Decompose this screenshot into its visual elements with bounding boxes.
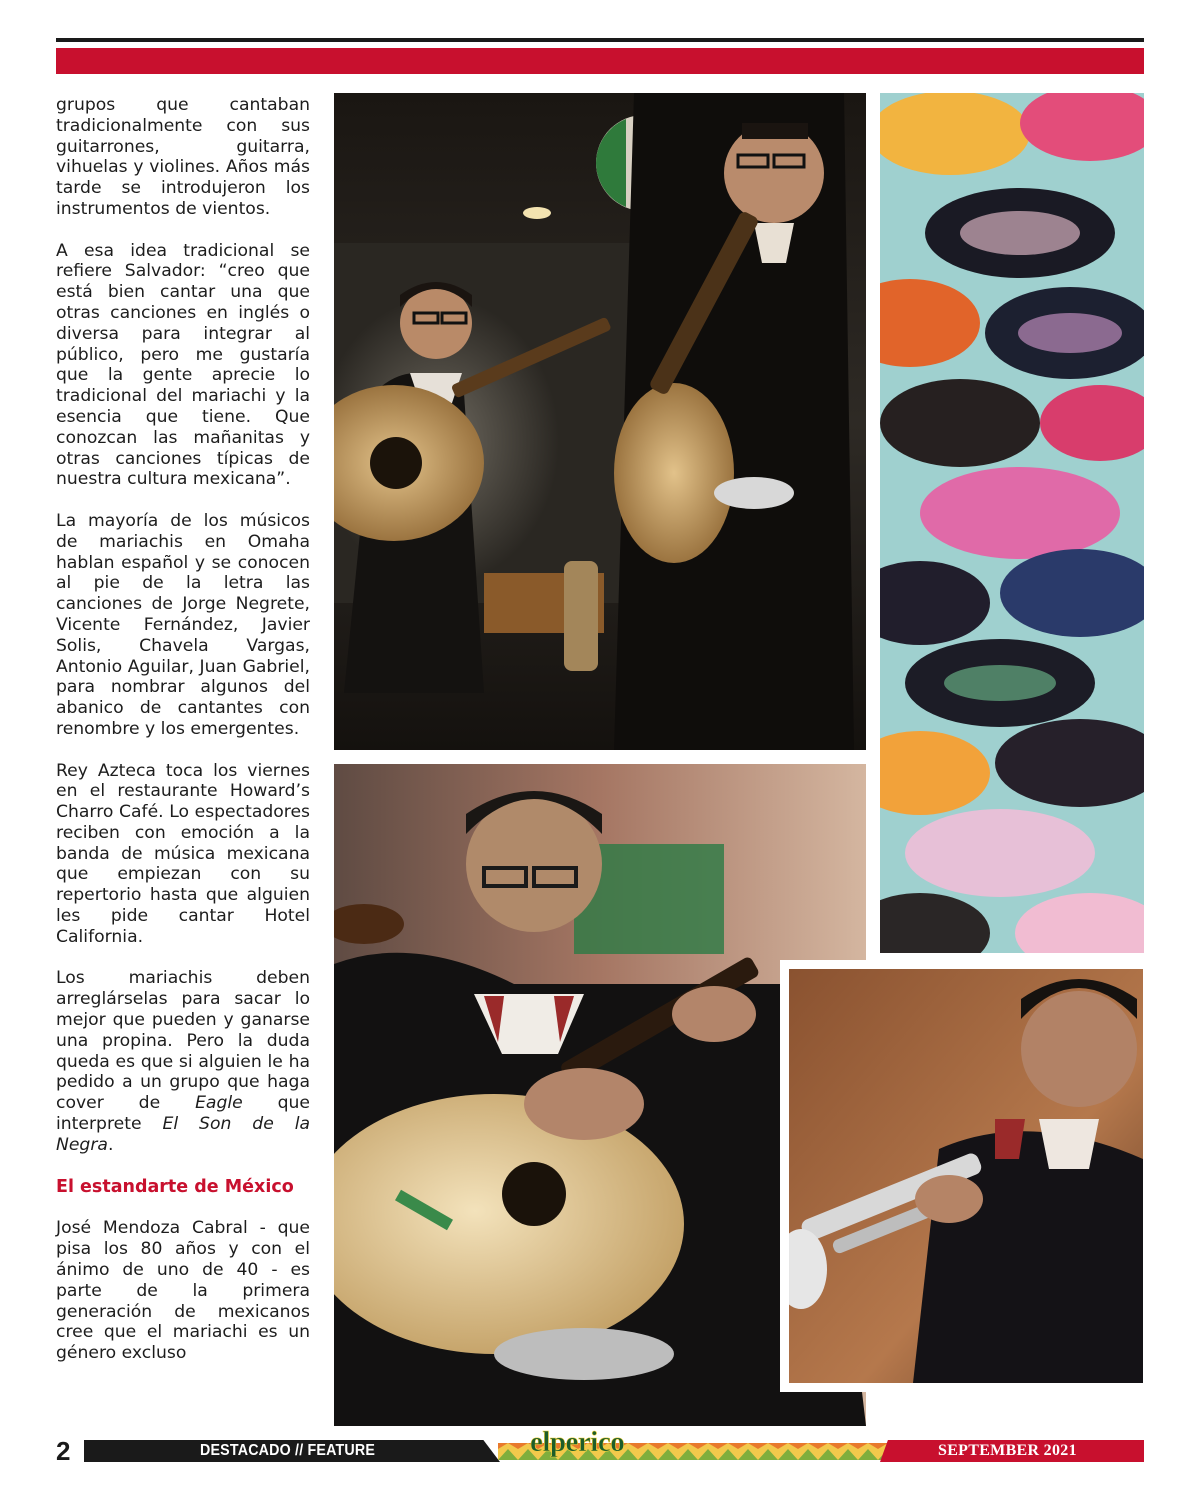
photo-trumpet-player	[780, 960, 1152, 1392]
article-paragraph	[56, 968, 310, 1155]
page-number: 2	[56, 1436, 71, 1466]
top-red-band	[56, 48, 1144, 74]
text-run: Los mariachis deben arreglárselas para sacar lo mejor que pueden y ganarse una propina. Pero la duda queda es que si alguien le ha pedido a un grupo que haga cover de	[56, 968, 310, 1114]
text-run: que interprete	[56, 1093, 310, 1135]
article-paragraph: José Mendoza Cabral - que pisa los 80 años y con el ánimo de uno de 40 - es parte de la primera generación de mexicanos cree que el mariachi es un género excluso	[56, 1218, 310, 1364]
italic-song-title: El Son de la Negra	[56, 1114, 310, 1155]
article-paragraph: La mayoría de los músicos de mariachis en Omaha hablan español y se conocen al pie de la letra las canciones de Jorge Negrete, Vicente Fernández, Javier Solis, Chavela Vargas, Antonio Aguilar, Juan Gabriel, para nombrar algunos del abanico de cantantes con renombre y los emergentes.	[56, 510, 310, 739]
photo-sombreros-wall	[880, 93, 1144, 953]
italic-band-name: Eagle	[195, 1093, 243, 1114]
article-column	[56, 95, 310, 1385]
photo-trumpet-player-image	[789, 969, 1143, 1383]
photo-trumpet-player-inner	[789, 969, 1143, 1383]
photo-mariachis-guitars	[334, 93, 866, 750]
photo-sombreros-wall-image	[880, 93, 1144, 953]
publication-logo: elperico	[530, 1426, 625, 1458]
photo-mariachis-guitars-image	[334, 93, 866, 750]
section-label: DESTACADO // FEATURE	[200, 1442, 376, 1459]
article-paragraph: Rey Azteca toca los viernes en el restaurante Howard’s Charro Café. Lo espectadores reciben con emoción a la banda de música mexicana que empiezan con su repertorio hasta que alguien les pide cantar Hotel California.	[56, 760, 310, 947]
article-paragraph: grupos que cantaban tradicionalmente con sus guitarrones, guitarra, vihuelas y violines. Años más tarde se introdujeron los instrumentos de vientos.	[56, 95, 310, 219]
article-paragraph: A esa idea tradicional se refiere Salvador: “creo que está bien cantar una que otras canciones en inglés o diversa para integrar al público, pero me gustaría que la gente aprecie lo tradicional del mariachi y la esencia que tiene. Que conozcan las mañanitas y otras canciones típicas de nuestra cultura mexicana”.	[56, 240, 310, 490]
top-rule	[56, 38, 1144, 42]
issue-date: SEPTEMBER 2021	[938, 1442, 1077, 1459]
section-subheading: El estandarte de México	[56, 1177, 294, 1198]
text-run: .	[107, 1134, 114, 1155]
